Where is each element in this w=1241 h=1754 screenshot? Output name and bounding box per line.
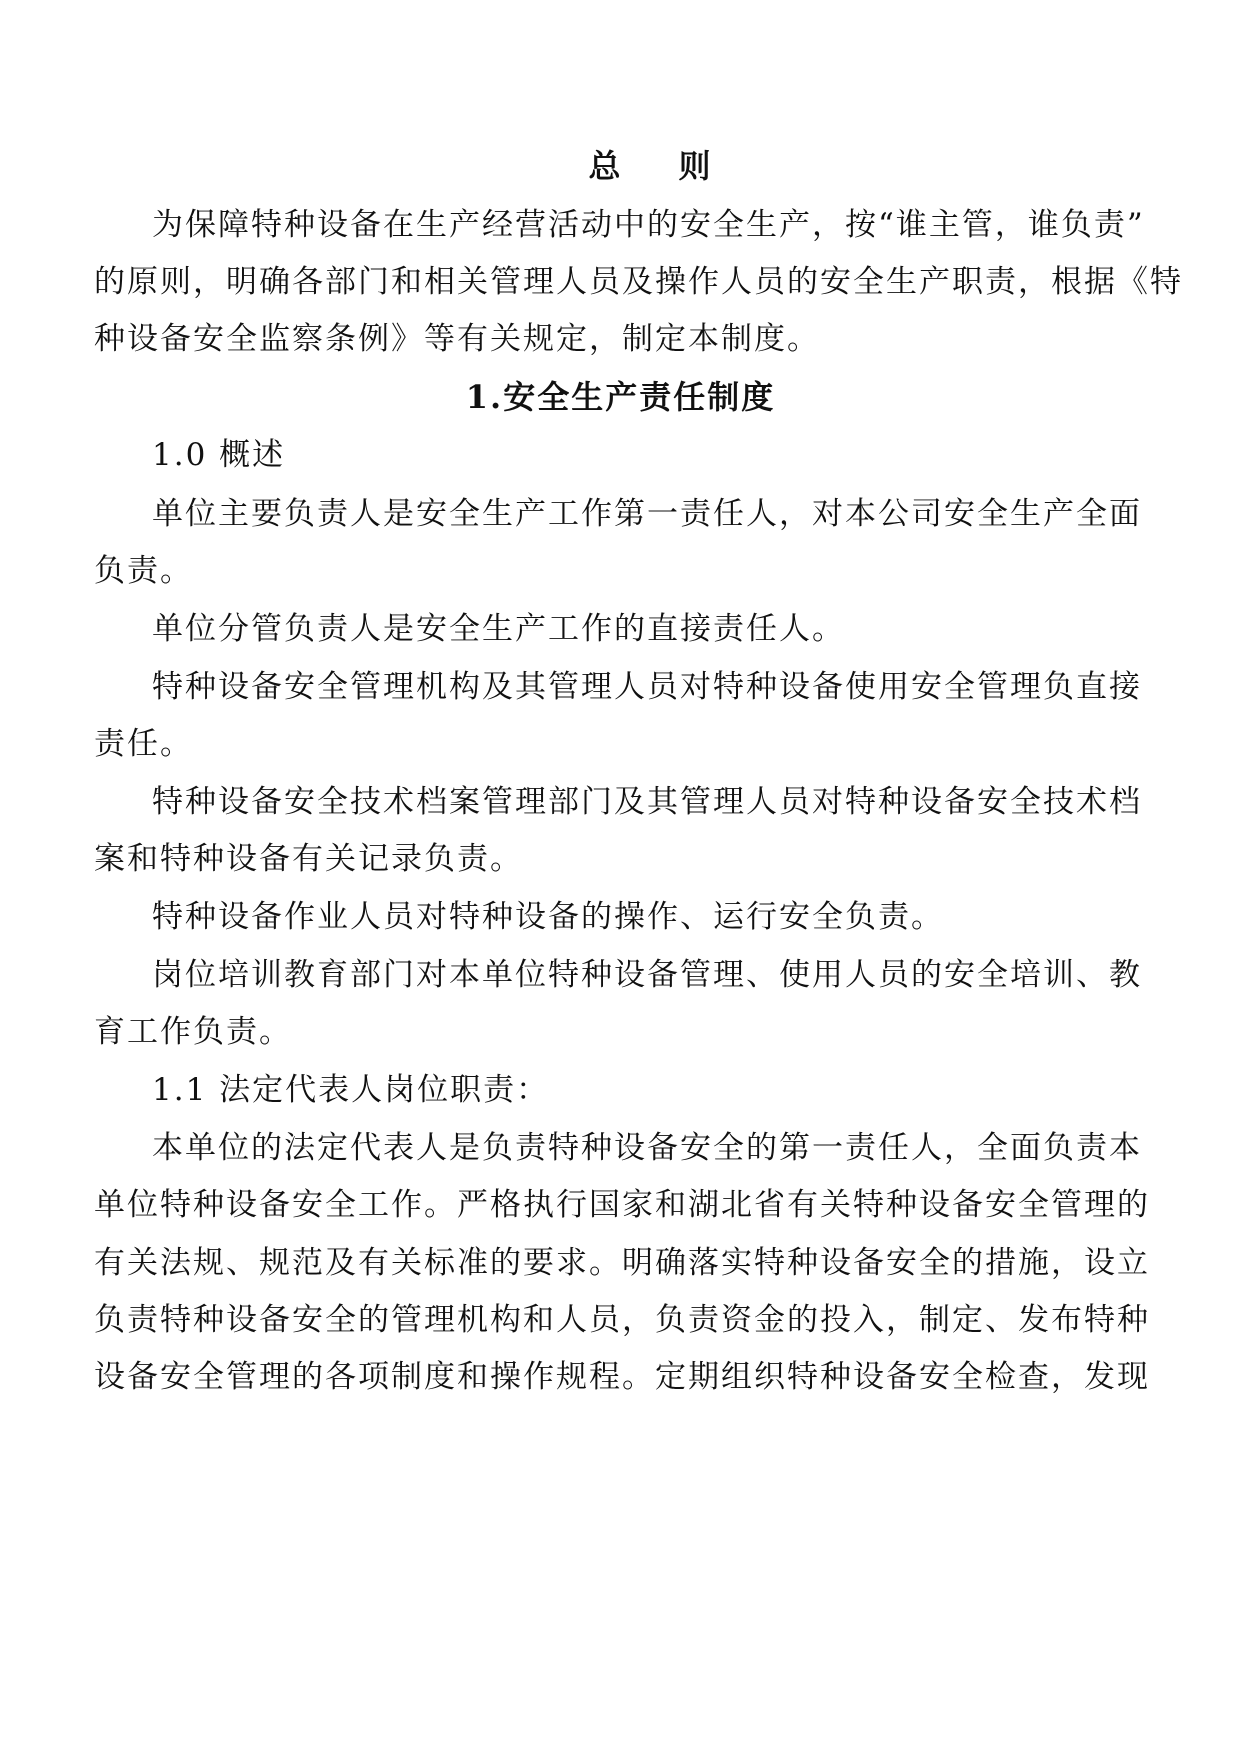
paragraph-line: 特种设备安全技术档案管理部门及其管理人员对特种设备安全技术档 <box>152 784 1142 820</box>
paragraph-line: 岗位培训教育部门对本单位特种设备管理、使用人员的安全培训、教 <box>152 957 1142 993</box>
paragraph-line: 单位分管负责人是安全生产工作的直接责任人。 <box>152 611 845 647</box>
paragraph-line: 单位主要负责人是安全生产工作第一责任人，对本公司安全生产全面 <box>152 496 1142 532</box>
intro-line-2: 的原则，明确各部门和相关管理人员及操作人员的安全生产职责，根据《特 <box>94 264 1183 300</box>
subheading-1-0: 1.0 概述 <box>152 437 286 473</box>
paragraph-line: 特种设备安全管理机构及其管理人员对特种设备使用安全管理负直接 <box>152 669 1142 705</box>
intro-line-3: 种设备安全监察条例》等有关规定，制定本制度。 <box>94 321 820 357</box>
paragraph-line: 育工作负责。 <box>94 1014 292 1050</box>
subheading-1-1: 1.1 法定代表人岗位职责： <box>152 1072 550 1108</box>
paragraph-line: 单位特种设备安全工作。严格执行国家和湖北省有关特种设备安全管理的 <box>94 1187 1150 1223</box>
paragraph-line: 有关法规、规范及有关标准的要求。明确落实特种设备安全的措施，设立 <box>94 1245 1150 1281</box>
paragraph-line: 责任。 <box>94 726 193 762</box>
paragraph-line: 案和特种设备有关记录负责。 <box>94 841 523 877</box>
document-title: 总则 <box>588 147 769 185</box>
paragraph-line: 负责。 <box>94 553 193 589</box>
paragraph-line: 设备安全管理的各项制度和操作规程。定期组织特种设备安全检查，发现 <box>94 1359 1150 1395</box>
section-heading: 1.安全生产责任制度 <box>465 378 776 416</box>
paragraph-line: 本单位的法定代表人是负责特种设备安全的第一责任人，全面负责本 <box>152 1130 1142 1166</box>
paragraph-line: 负责特种设备安全的管理机构和人员，负责资金的投入，制定、发布特种 <box>94 1302 1150 1338</box>
intro-line-1: 为保障特种设备在生产经营活动中的安全生产，按“谁主管，谁负责” <box>152 207 1145 243</box>
paragraph-line: 特种设备作业人员对特种设备的操作、运行安全负责。 <box>152 899 944 935</box>
